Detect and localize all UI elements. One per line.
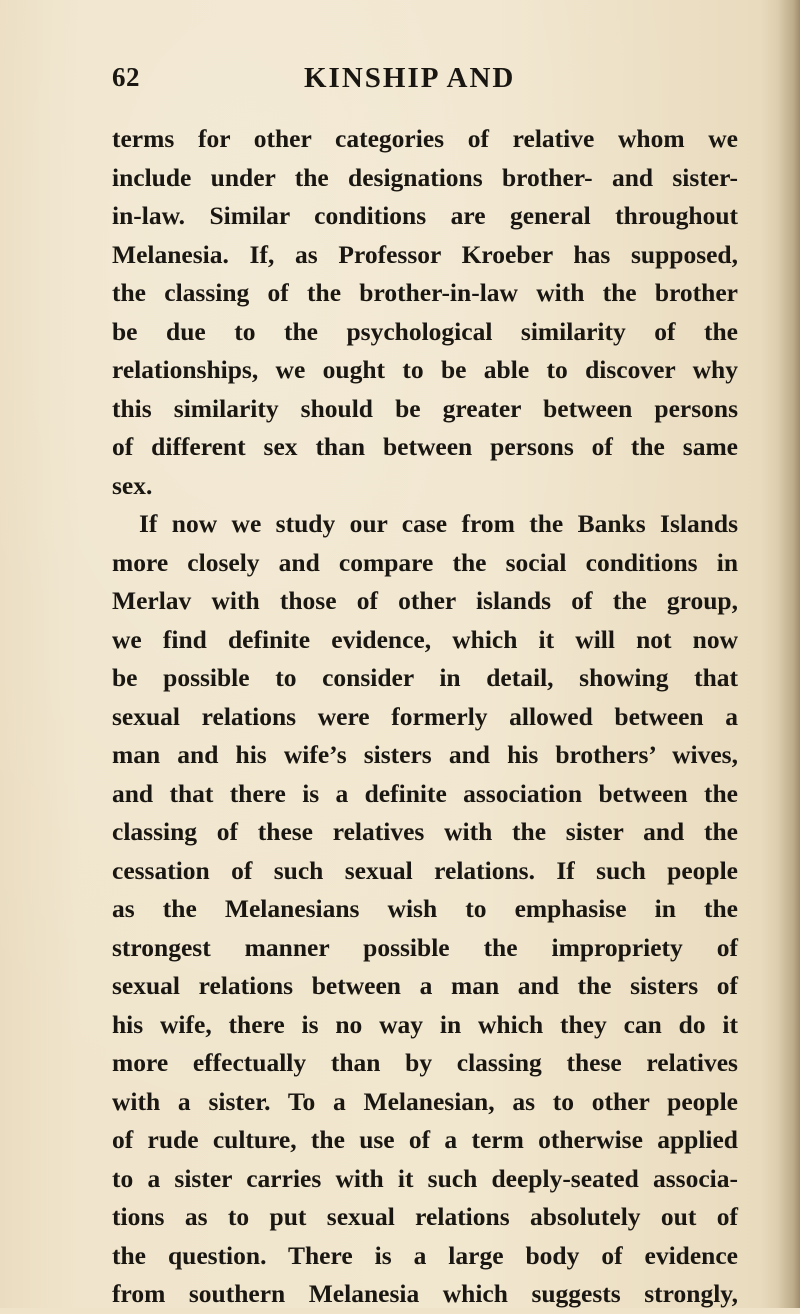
text-line: of rude culture, the use of a term otherwise applied (112, 1125, 738, 1154)
text-line: to a sister carries with it such deeply-seated associa- (112, 1163, 738, 1193)
text-line: tions as to put sexual relations absolutely out of (112, 1202, 738, 1231)
text-line: the classing of the brother-in-law with the brother (112, 278, 738, 307)
text-line: we find definite evidence, which it will not now (112, 624, 738, 654)
text-line: more effectually than by classing these relatives (112, 1048, 738, 1077)
text-line: his wife, there is no way in which they can do it (112, 1009, 738, 1039)
text-line: with a sister. To a Melanesian, as to other people (112, 1086, 738, 1116)
text-line: terms for other categories of relative whom we (112, 124, 738, 153)
text-line: be possible to consider in detail, showing that (112, 663, 738, 692)
running-head: KINSHIP AND (304, 62, 516, 94)
body-text (112, 120, 738, 1314)
page-header (112, 62, 738, 102)
text-line: be due to the psychological similarity of the (112, 316, 738, 346)
text-line: the question. There is a large body of evidence (112, 1240, 738, 1270)
text-line: in-law. Similar conditions are general throughout (112, 201, 738, 230)
page-number: 62 (112, 62, 140, 92)
text-line: Merlav with those of other islands of the group, (112, 586, 738, 615)
text-line: and that there is a definite association between the (112, 778, 738, 808)
text-line: as the Melanesians wish to emphasise in the (112, 894, 738, 923)
text-line: man and his wife’s sisters and his brothers’ wives, (112, 740, 738, 769)
text-line: from southern Melanesia which suggests strongly, (112, 1279, 738, 1308)
text-line: this similarity should be greater between persons (112, 393, 738, 423)
text-line: If now we study our case from the Banks Islands (139, 509, 738, 538)
text-line: strongest manner possible the impropriety of (112, 932, 738, 962)
text-line: of different sex than between persons of the same (112, 432, 738, 461)
text-line: cessation of such sexual relations. If such people (112, 855, 738, 885)
text-line: sexual relations between a man and the sisters of (112, 971, 738, 1000)
text-line: relationships, we ought to be able to discover why (112, 355, 738, 384)
text-line: more closely and compare the social conditions in (112, 547, 738, 577)
text-line: Melanesia. If, as Professor Kroeber has supposed, (112, 239, 738, 269)
text-line: include under the designations brother- and sister- (112, 162, 738, 192)
text-line: sex. (112, 470, 153, 500)
text-line: sexual relations were formerly allowed between a (112, 701, 738, 731)
page-edge-shadow (778, 0, 800, 1308)
text-line: classing of these relatives with the sister and the (112, 817, 738, 846)
